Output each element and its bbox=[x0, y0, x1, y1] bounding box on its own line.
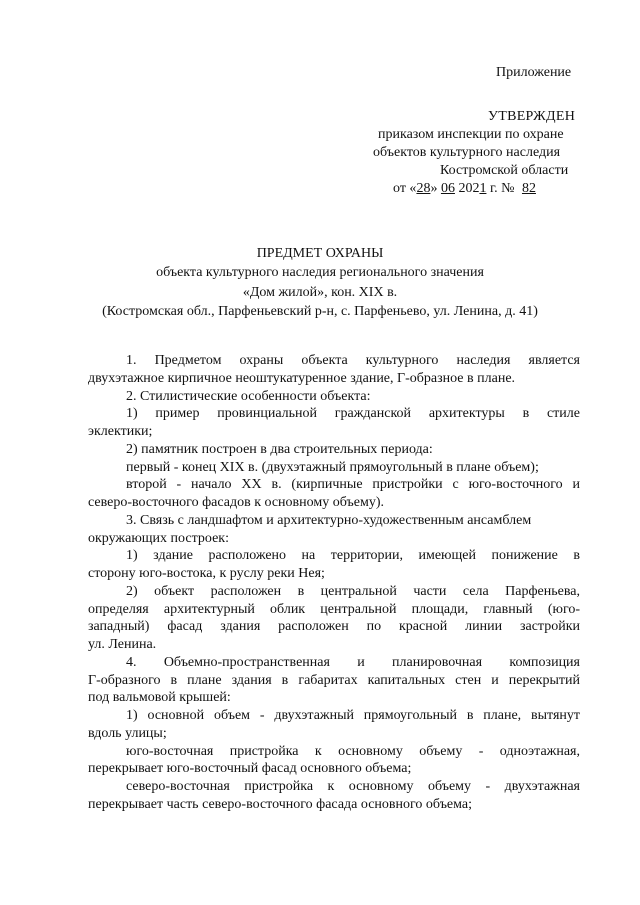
body-line: 2) объект расположен в центральной части села Парфеньева, bbox=[126, 584, 580, 599]
body-line: Г-образного в плане здания в габаритах капитальных стен и перекрытий bbox=[88, 673, 580, 688]
order-line-2: объектов культурного наследия bbox=[373, 145, 561, 160]
body-line: под вальмовой крышей: bbox=[88, 690, 231, 705]
body-line: 1. Предметом охраны объекта культурного наследия является bbox=[126, 353, 580, 368]
body-line: первый - конец XIX в. (двухэтажный прямоугольный в плане объем); bbox=[126, 460, 539, 475]
date-year-last: 1 bbox=[479, 181, 487, 196]
body-line: перекрывает юго-восточный фасад основного объема; bbox=[88, 761, 412, 776]
doc-title: ПРЕДМЕТ ОХРАНЫ bbox=[256, 246, 384, 261]
order-date-line bbox=[393, 180, 540, 198]
body-line: 1) здание расположено на территории, имеющей понижение в bbox=[126, 548, 580, 563]
date-month: 06 bbox=[440, 181, 455, 196]
doc-subtitle-1: объекта культурного наследия регионального значения bbox=[156, 265, 484, 280]
body-line: второй - начало XX в. (кирпичные пристройки с юго-восточного и bbox=[126, 477, 580, 492]
date-mid-1: » bbox=[430, 181, 441, 196]
body-line: окружающих построек: bbox=[88, 531, 229, 546]
approved-label: УТВЕРЖДЕН bbox=[488, 109, 576, 124]
body-line: 1) пример провинциальной гражданской архитектуры в стиле bbox=[126, 406, 580, 421]
date-suffix: г. № bbox=[486, 181, 518, 196]
body-line: ул. Ленина. bbox=[88, 637, 157, 652]
body-line: двухэтажное кирпичное неоштукатуренное здание, Г-образное в плане. bbox=[88, 371, 516, 386]
date-mid-2: 202 bbox=[454, 181, 480, 196]
body-line: 2) памятник построен в два строительных периода: bbox=[126, 442, 433, 457]
body-line: северо-восточного фасадов к основному объему). bbox=[88, 495, 384, 510]
body-line: определяя архитектурный облик центральной площади, главный (юго- bbox=[88, 602, 580, 617]
body-line: 3. Связь с ландшафтом и архитектурно-художественным ансамблем bbox=[126, 513, 532, 528]
date-prefix: от « bbox=[393, 181, 417, 196]
order-number: 82 bbox=[521, 181, 536, 196]
body-line: 2. Стилистические особенности объекта: bbox=[126, 389, 371, 404]
date-day: 28 bbox=[416, 181, 431, 196]
order-line-3: Костромской области bbox=[440, 163, 569, 178]
body-line: эклектики; bbox=[88, 424, 153, 439]
body-line: северо-восточная пристройка к основному объему - двухэтажная bbox=[126, 779, 580, 794]
body-line: сторону юго-востока, к руслу реки Нея; bbox=[88, 566, 325, 581]
doc-subtitle-3: (Костромская обл., Парфеньевский р-н, с. Парфеньево, ул. Ленина, д. 41) bbox=[102, 304, 538, 319]
body-line: 1) основной объем - двухэтажный прямоугольный в плане, вытянут bbox=[126, 708, 580, 723]
order-line-1: приказом инспекции по охране bbox=[378, 127, 564, 142]
body-line: западный) фасад здания расположен по красной линии застройки bbox=[88, 619, 580, 634]
body-line: 4. Объемно-пространственная и планировочная композиция bbox=[126, 655, 580, 670]
body-line: вдоль улицы; bbox=[88, 726, 167, 741]
body-line: юго-восточная пристройка к основному объему - одноэтажная, bbox=[126, 744, 580, 759]
doc-subtitle-2: «Дом жилой», кон. XIX в. bbox=[242, 285, 398, 300]
body-line: перекрывает часть северо-восточного фасада основного объема; bbox=[88, 797, 473, 812]
appendix-label: Приложение bbox=[496, 65, 572, 80]
